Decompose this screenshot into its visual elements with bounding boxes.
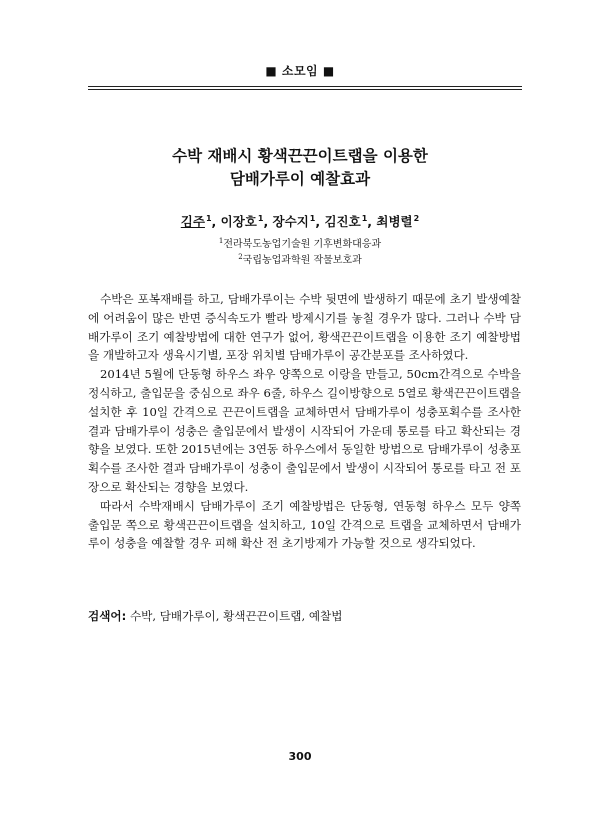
affiliation-1: [0, 235, 600, 250]
abstract-body: [88, 290, 521, 553]
abstract-paragraph: 2014년 5월에 단동형 하우스 좌우 양쪽으로 이랑을 만들고, 50cm간격으로 수박을 정식하고, 출입문을 중심으로 좌우 6줄, 하우스 길이방향으로 5열로 황색끈끈이트랩을 설치한 후 10일 간격으로 끈끈이트랩을 교체하면서 담배가루이 성충포획수를 조사한 결과 담배가루이 성충은 출입문에서 발생이 시작되어 가운데 통로를 타고 확산되는 경향을 보였다. 또한 2015년에는 3연동 하우스에서 동일한 방법으로 담배가루이 성충포획수를 조사한 결과 담배가루이 성충이 출입문에서 발생이 시작되어 통로를 타고 전 포장으로 확산되는 경향을 보였다.: [88, 367, 521, 494]
author-separator: ,: [211, 214, 221, 229]
keywords-label: 검색어:: [88, 609, 127, 623]
author-name: 김진호: [324, 214, 361, 229]
header-rule: [88, 86, 522, 87]
author-affiliation-mark: 2: [413, 214, 420, 223]
author-affiliation-mark: 1: [361, 214, 368, 223]
abstract-paragraph: 따라서 수박재배시 담배가루이 조기 예찰방법은 단동형, 연동형 하우스 모두 양쪽 출입문 쪽으로 황색끈끈이트랩을 설치하고, 10일 간격으로 트랩을 교체하면서 담배가루이 성충을 예찰할 경우 피해 확산 전 초기방제가 가능할 것으로 생각되었다.: [88, 498, 521, 551]
section-label: ■ 소모임 ■: [265, 64, 335, 78]
author-list: [0, 212, 600, 230]
author-name: 장수지: [272, 214, 309, 229]
author-name: 김주: [180, 214, 205, 229]
header-rule-double: [88, 89, 522, 90]
affiliation-mark: 1: [218, 237, 224, 245]
author-name: 이장호: [220, 214, 257, 229]
author-name: 최병렬: [376, 214, 413, 229]
affiliation-text: 국립농업과학원 작물보호과: [242, 255, 362, 266]
keywords: [88, 608, 521, 624]
abstract-paragraph: 수박은 포복재배를 하고, 담배가루이는 수박 뒷면에 발생하기 때문에 초기 발생예찰에 어려움이 많은 반면 증식속도가 빨라 방제시기를 놓칠 경우가 많다. 그러나 수박 담배가루이 조기 예찰방법에 대한 연구가 없어, 황색끈끈이트랩을 이용한 조기 예찰방법을 개발하고자 생육시기별, 포장 위치별 담배가루이 공간분포를 조사하였다.: [88, 292, 522, 363]
author-separator: ,: [315, 214, 325, 229]
author-separator: ,: [367, 214, 377, 229]
affiliation-mark: 2: [238, 253, 243, 261]
paper-title-line-2: 담배가루이 예찰효과: [229, 170, 371, 188]
page-number: 300: [288, 750, 312, 763]
author-affiliation-mark: 1: [309, 214, 316, 223]
author-affiliation-mark: 1: [257, 214, 264, 223]
author-affiliation-mark: 1: [205, 214, 212, 223]
affiliation-text: 전라북도농업기술원 기후변화대응과: [223, 239, 382, 250]
author-separator: ,: [263, 214, 273, 229]
keywords-text: 수박, 담배가루이, 황색끈끈이트랩, 예찰법: [129, 609, 343, 623]
affiliation-2: [0, 251, 600, 266]
paper-title-line-1: 수박 재배시 황색끈끈이트랩을 이용한: [172, 147, 428, 165]
